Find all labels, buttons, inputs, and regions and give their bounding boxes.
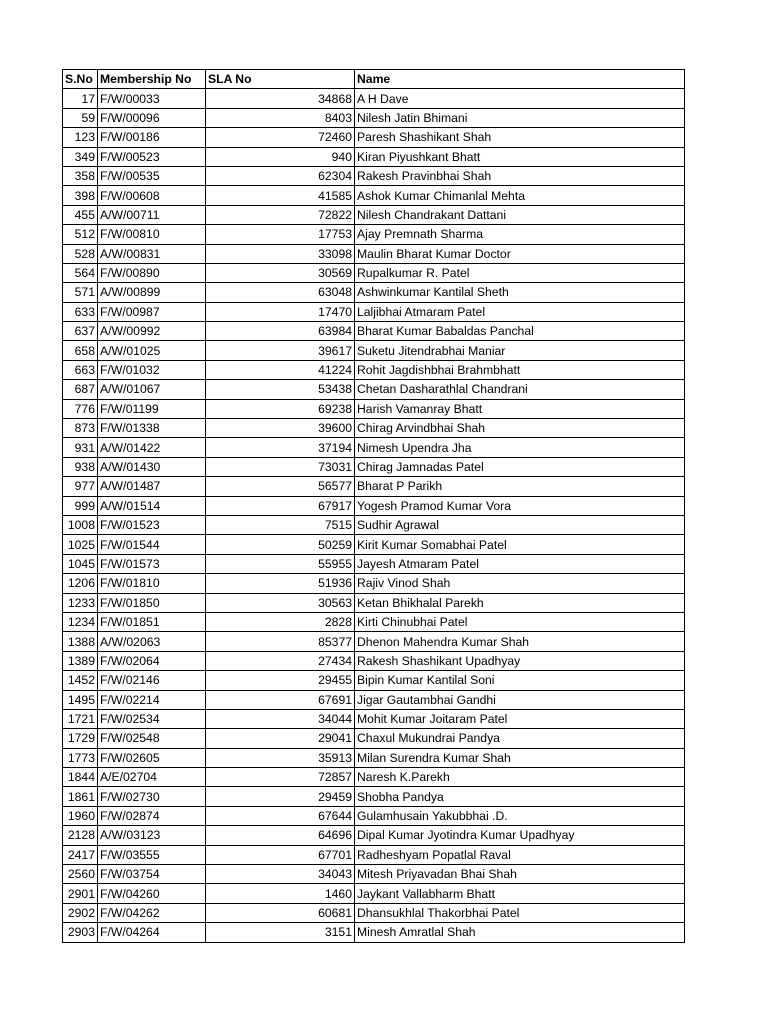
cell-membership-no: F/W/02874: [98, 806, 206, 825]
cell-membership-no: F/W/00096: [98, 108, 206, 127]
cell-name: Paresh Shashikant Shah: [355, 128, 685, 147]
table-row: [63, 535, 685, 554]
table-row: [63, 768, 685, 787]
cell-membership-no: F/W/04262: [98, 903, 206, 922]
table-row: [63, 244, 685, 263]
cell-name: Nilesh Chandrakant Dattani: [355, 205, 685, 224]
cell-name: Jayesh Atmaram Patel: [355, 554, 685, 573]
cell-name: Jaykant Vallabharm Bhatt: [355, 884, 685, 903]
cell-membership-no: F/W/00523: [98, 147, 206, 166]
header-membership-no: Membership No: [98, 70, 206, 89]
cell-name: Radheshyam Popatlal Raval: [355, 845, 685, 864]
cell-sno: 17: [63, 89, 98, 108]
cell-sla-no: 50259: [206, 535, 355, 554]
cell-sla-no: 67644: [206, 806, 355, 825]
cell-sno: 398: [63, 186, 98, 205]
cell-membership-no: F/W/01523: [98, 515, 206, 534]
cell-membership-no: F/W/00890: [98, 263, 206, 282]
cell-sno: 1025: [63, 535, 98, 554]
table-row: [63, 923, 685, 942]
cell-name: Suketu Jitendrabhai Maniar: [355, 341, 685, 360]
table-row: [63, 186, 685, 205]
cell-name: Dhenon Mahendra Kumar Shah: [355, 632, 685, 651]
cell-membership-no: F/W/01810: [98, 574, 206, 593]
cell-sla-no: 33098: [206, 244, 355, 263]
cell-sno: 564: [63, 263, 98, 282]
cell-name: Kirit Kumar Somabhai Patel: [355, 535, 685, 554]
cell-sno: 2560: [63, 865, 98, 884]
cell-membership-no: A/W/01422: [98, 438, 206, 457]
cell-membership-no: A/W/01430: [98, 457, 206, 476]
cell-sno: 938: [63, 457, 98, 476]
cell-membership-no: F/W/01851: [98, 612, 206, 631]
table-row: [63, 709, 685, 728]
cell-name: Mitesh Priyavadan Bhai Shah: [355, 865, 685, 884]
cell-membership-no: F/W/01544: [98, 535, 206, 554]
cell-name: Minesh Amratlal Shah: [355, 923, 685, 942]
table-row: [63, 380, 685, 399]
cell-membership-no: A/W/01025: [98, 341, 206, 360]
cell-sno: 2901: [63, 884, 98, 903]
cell-sno: 1773: [63, 748, 98, 767]
cell-sla-no: 34044: [206, 709, 355, 728]
table-row: [63, 574, 685, 593]
cell-membership-no: F/W/02605: [98, 748, 206, 767]
cell-sla-no: 2828: [206, 612, 355, 631]
cell-sno: 637: [63, 322, 98, 341]
cell-sla-no: 41224: [206, 360, 355, 379]
cell-sla-no: 34043: [206, 865, 355, 884]
cell-sla-no: 27434: [206, 651, 355, 670]
cell-name: Maulin Bharat Kumar Doctor: [355, 244, 685, 263]
cell-sla-no: 56577: [206, 477, 355, 496]
cell-name: Milan Surendra Kumar Shah: [355, 748, 685, 767]
cell-sno: 776: [63, 399, 98, 418]
cell-name: Dipal Kumar Jyotindra Kumar Upadhyay: [355, 826, 685, 845]
cell-sla-no: 62304: [206, 166, 355, 185]
cell-membership-no: A/W/00899: [98, 283, 206, 302]
cell-name: Bipin Kumar Kantilal Soni: [355, 671, 685, 690]
cell-sla-no: 8403: [206, 108, 355, 127]
cell-name: Ashok Kumar Chimanlal Mehta: [355, 186, 685, 205]
cell-membership-no: F/W/01338: [98, 419, 206, 438]
cell-sla-no: 67917: [206, 496, 355, 515]
table-row: [63, 632, 685, 651]
cell-name: Laljibhai Atmaram Patel: [355, 302, 685, 321]
cell-name: Yogesh Pramod Kumar Vora: [355, 496, 685, 515]
table-row: [63, 89, 685, 108]
cell-sno: 931: [63, 438, 98, 457]
cell-membership-no: A/W/01067: [98, 380, 206, 399]
cell-sno: 663: [63, 360, 98, 379]
table-row: [63, 263, 685, 282]
cell-membership-no: F/W/02534: [98, 709, 206, 728]
header-name: Name: [355, 70, 685, 89]
table-row: [63, 438, 685, 457]
cell-name: Dhansukhlal Thakorbhai Patel: [355, 903, 685, 922]
cell-sno: 1008: [63, 515, 98, 534]
table-row: [63, 729, 685, 748]
cell-sla-no: 67701: [206, 845, 355, 864]
table-row: [63, 302, 685, 321]
cell-sla-no: 72857: [206, 768, 355, 787]
cell-sno: 349: [63, 147, 98, 166]
cell-sla-no: 60681: [206, 903, 355, 922]
table-row: [63, 341, 685, 360]
cell-membership-no: F/W/01850: [98, 593, 206, 612]
cell-sla-no: 7515: [206, 515, 355, 534]
cell-name: Rohit Jagdishbhai Brahmbhatt: [355, 360, 685, 379]
cell-membership-no: F/W/00608: [98, 186, 206, 205]
table-row: [63, 554, 685, 573]
cell-membership-no: A/W/01487: [98, 477, 206, 496]
cell-sla-no: 30563: [206, 593, 355, 612]
cell-sno: 1045: [63, 554, 98, 573]
cell-sla-no: 34868: [206, 89, 355, 108]
cell-sno: 1388: [63, 632, 98, 651]
cell-sla-no: 41585: [206, 186, 355, 205]
table-row: [63, 884, 685, 903]
cell-sno: 358: [63, 166, 98, 185]
cell-sno: 123: [63, 128, 98, 147]
cell-sno: 1721: [63, 709, 98, 728]
cell-name: Kirti Chinubhai Patel: [355, 612, 685, 631]
cell-membership-no: F/W/02214: [98, 690, 206, 709]
cell-sno: 633: [63, 302, 98, 321]
table-row: [63, 147, 685, 166]
cell-sla-no: 64696: [206, 826, 355, 845]
cell-membership-no: F/W/02548: [98, 729, 206, 748]
cell-membership-no: F/W/03555: [98, 845, 206, 864]
header-sla-no: SLA No: [206, 70, 355, 89]
cell-membership-no: F/W/03754: [98, 865, 206, 884]
cell-sla-no: 940: [206, 147, 355, 166]
cell-sla-no: 39600: [206, 419, 355, 438]
cell-sla-no: 67691: [206, 690, 355, 709]
table-row: [63, 593, 685, 612]
cell-sla-no: 17470: [206, 302, 355, 321]
cell-sno: 1729: [63, 729, 98, 748]
cell-membership-no: A/W/03123: [98, 826, 206, 845]
table-row: [63, 108, 685, 127]
cell-sno: 59: [63, 108, 98, 127]
table-row: [63, 865, 685, 884]
cell-sla-no: 63048: [206, 283, 355, 302]
cell-membership-no: F/W/01032: [98, 360, 206, 379]
cell-membership-no: A/W/02063: [98, 632, 206, 651]
cell-sno: 1495: [63, 690, 98, 709]
table-row: [63, 496, 685, 515]
cell-membership-no: F/W/02730: [98, 787, 206, 806]
membership-table: [62, 69, 685, 943]
cell-membership-no: F/W/00033: [98, 89, 206, 108]
cell-sno: 687: [63, 380, 98, 399]
cell-name: Rakesh Pravinbhai Shah: [355, 166, 685, 185]
cell-sla-no: 29041: [206, 729, 355, 748]
cell-sno: 1234: [63, 612, 98, 631]
cell-sno: 873: [63, 419, 98, 438]
cell-sla-no: 55955: [206, 554, 355, 573]
cell-name: Nimesh Upendra Jha: [355, 438, 685, 457]
cell-name: Ajay Premnath Sharma: [355, 225, 685, 244]
cell-sla-no: 53438: [206, 380, 355, 399]
cell-membership-no: A/E/02704: [98, 768, 206, 787]
cell-sno: 1389: [63, 651, 98, 670]
cell-sla-no: 39617: [206, 341, 355, 360]
cell-sla-no: 30569: [206, 263, 355, 282]
cell-sno: 658: [63, 341, 98, 360]
cell-membership-no: A/W/00831: [98, 244, 206, 263]
table-row: [63, 671, 685, 690]
table-row: [63, 612, 685, 631]
cell-sno: 1233: [63, 593, 98, 612]
cell-name: Chaxul Mukundrai Pandya: [355, 729, 685, 748]
table-row: [63, 515, 685, 534]
cell-sla-no: 3151: [206, 923, 355, 942]
cell-name: Bharat P Parikh: [355, 477, 685, 496]
cell-sla-no: 29459: [206, 787, 355, 806]
cell-membership-no: F/W/00810: [98, 225, 206, 244]
cell-membership-no: F/W/01573: [98, 554, 206, 573]
header-row: [63, 70, 685, 89]
table-row: [63, 806, 685, 825]
cell-name: Bharat Kumar Babaldas Panchal: [355, 322, 685, 341]
table-row: [63, 826, 685, 845]
cell-membership-no: F/W/02064: [98, 651, 206, 670]
cell-sno: 455: [63, 205, 98, 224]
cell-name: Naresh K.Parekh: [355, 768, 685, 787]
table-row: [63, 419, 685, 438]
cell-sno: 977: [63, 477, 98, 496]
table-row: [63, 651, 685, 670]
cell-name: Harish Vamanray Bhatt: [355, 399, 685, 418]
cell-membership-no: A/W/01514: [98, 496, 206, 515]
cell-sno: 1452: [63, 671, 98, 690]
cell-sla-no: 51936: [206, 574, 355, 593]
cell-sla-no: 63984: [206, 322, 355, 341]
cell-membership-no: F/W/00535: [98, 166, 206, 185]
table-row: [63, 128, 685, 147]
table-row: [63, 787, 685, 806]
cell-sla-no: 73031: [206, 457, 355, 476]
cell-sno: 571: [63, 283, 98, 302]
cell-name: Kiran Piyushkant Bhatt: [355, 147, 685, 166]
cell-sno: 1960: [63, 806, 98, 825]
table-row: [63, 845, 685, 864]
cell-membership-no: F/W/00186: [98, 128, 206, 147]
table-row: [63, 225, 685, 244]
cell-name: Chirag Jamnadas Patel: [355, 457, 685, 476]
cell-name: Ashwinkumar Kantilal Sheth: [355, 283, 685, 302]
cell-membership-no: F/W/04260: [98, 884, 206, 903]
cell-sla-no: 72460: [206, 128, 355, 147]
table-row: [63, 457, 685, 476]
cell-membership-no: F/W/02146: [98, 671, 206, 690]
cell-sla-no: 69238: [206, 399, 355, 418]
cell-name: A H Dave: [355, 89, 685, 108]
cell-sla-no: 72822: [206, 205, 355, 224]
cell-membership-no: F/W/00987: [98, 302, 206, 321]
table-row: [63, 690, 685, 709]
cell-name: Shobha Pandya: [355, 787, 685, 806]
header-sno: S.No: [63, 70, 98, 89]
table-row: [63, 205, 685, 224]
cell-sno: 999: [63, 496, 98, 515]
cell-name: Gulamhusain Yakubbhai .D.: [355, 806, 685, 825]
cell-sla-no: 35913: [206, 748, 355, 767]
cell-sno: 1861: [63, 787, 98, 806]
cell-membership-no: A/W/00992: [98, 322, 206, 341]
table-row: [63, 748, 685, 767]
cell-sno: 1844: [63, 768, 98, 787]
cell-sno: 1206: [63, 574, 98, 593]
cell-sno: 2902: [63, 903, 98, 922]
table-row: [63, 360, 685, 379]
cell-sno: 512: [63, 225, 98, 244]
cell-name: Rajiv Vinod Shah: [355, 574, 685, 593]
cell-sla-no: 85377: [206, 632, 355, 651]
cell-name: Chetan Dasharathlal Chandrani: [355, 380, 685, 399]
cell-name: Rupalkumar R. Patel: [355, 263, 685, 282]
cell-membership-no: A/W/00711: [98, 205, 206, 224]
table-row: [63, 399, 685, 418]
cell-name: Nilesh Jatin Bhimani: [355, 108, 685, 127]
table-row: [63, 322, 685, 341]
cell-membership-no: F/W/04264: [98, 923, 206, 942]
cell-name: Chirag Arvindbhai Shah: [355, 419, 685, 438]
cell-name: Ketan Bhikhalal Parekh: [355, 593, 685, 612]
cell-sno: 2417: [63, 845, 98, 864]
cell-name: Sudhir Agrawal: [355, 515, 685, 534]
cell-sla-no: 17753: [206, 225, 355, 244]
table-row: [63, 283, 685, 302]
cell-sla-no: 1460: [206, 884, 355, 903]
cell-sno: 2128: [63, 826, 98, 845]
cell-membership-no: F/W/01199: [98, 399, 206, 418]
cell-name: Mohit Kumar Joitaram Patel: [355, 709, 685, 728]
table-row: [63, 903, 685, 922]
cell-sla-no: 29455: [206, 671, 355, 690]
cell-name: Rakesh Shashikant Upadhyay: [355, 651, 685, 670]
cell-sla-no: 37194: [206, 438, 355, 457]
cell-name: Jigar Gautambhai Gandhi: [355, 690, 685, 709]
cell-sno: 528: [63, 244, 98, 263]
cell-sno: 2903: [63, 923, 98, 942]
table-row: [63, 166, 685, 185]
table-row: [63, 477, 685, 496]
